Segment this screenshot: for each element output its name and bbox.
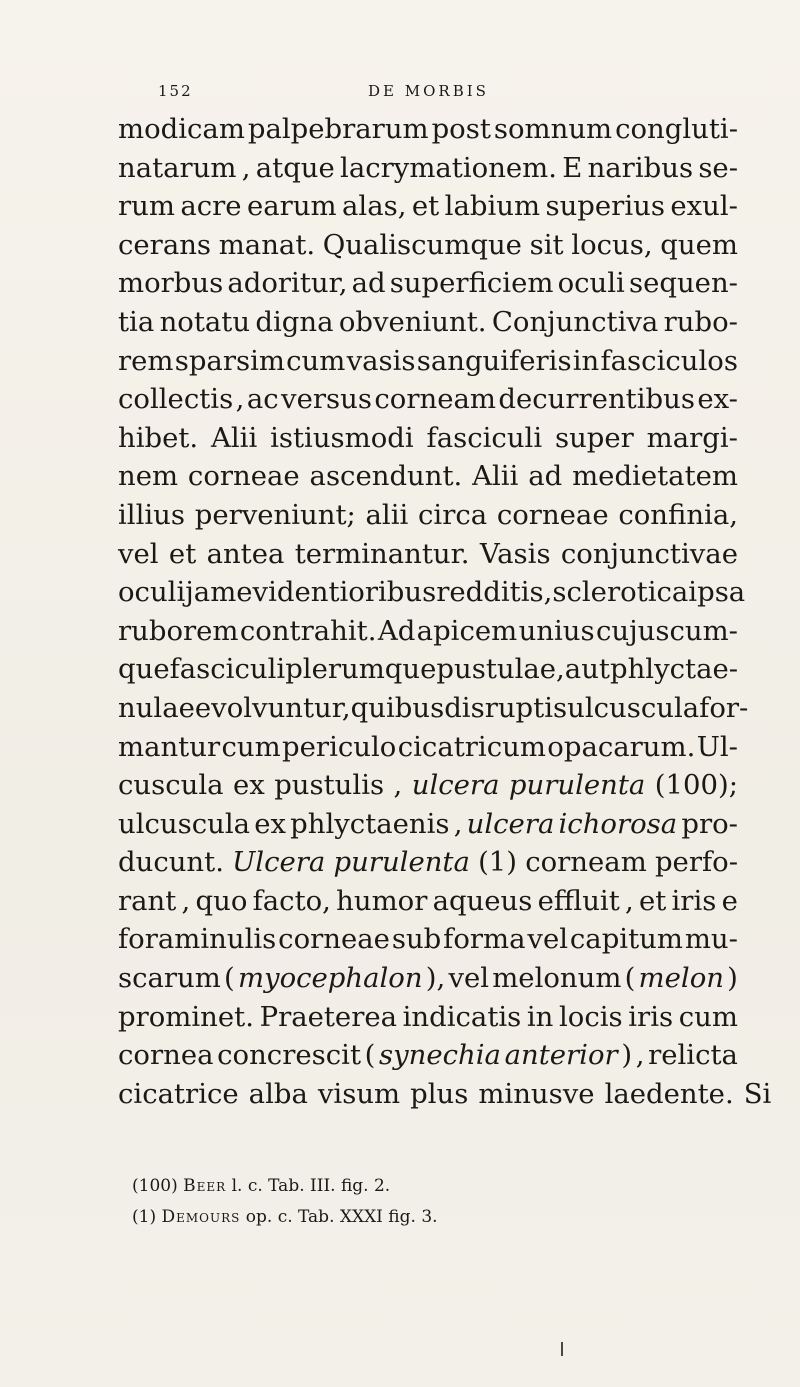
word: phlyctae- [609, 653, 739, 686]
word: ) [621, 1039, 633, 1072]
word: corneae [187, 460, 300, 493]
word: iris [628, 1000, 674, 1033]
text-line [118, 612, 738, 651]
word: pustulis [274, 769, 385, 802]
word: ac [246, 383, 279, 416]
word: margi- [646, 421, 738, 454]
footnote-reference: l. c. Tab. III. fig. 2. [226, 1176, 391, 1196]
word: obveniunt. [338, 305, 487, 338]
word: quo [195, 884, 248, 917]
word: nem [118, 460, 179, 493]
word: earum [247, 190, 337, 223]
word: medietatem [572, 460, 738, 493]
word: alas, [342, 190, 407, 223]
text-line [118, 264, 738, 303]
word: locus, [571, 228, 653, 261]
word: jam [185, 576, 237, 609]
italic-word: myocephalon [237, 962, 423, 995]
word: vel [118, 537, 159, 570]
word: cicatricum [397, 730, 546, 763]
text-line [118, 998, 738, 1037]
word: somnum [493, 113, 613, 145]
italic-word: synechia [379, 1039, 501, 1072]
text-line [118, 419, 738, 458]
text-line [118, 805, 738, 844]
word: vel [527, 923, 569, 956]
word: , [453, 807, 463, 840]
text-line [118, 689, 749, 728]
word: et [168, 537, 197, 570]
footnote-mark: (100) [132, 1176, 184, 1196]
word: Ul- [696, 730, 738, 763]
word: opacarum. [547, 730, 696, 763]
word: phlyctaenis [290, 807, 450, 840]
word: apicem [416, 614, 518, 647]
word: ( [364, 1039, 376, 1072]
italic-word: ulcera [411, 769, 500, 802]
word: alii [365, 498, 409, 531]
word: scarum [118, 962, 221, 995]
word: foraminulis [118, 923, 277, 956]
word: ducunt. [118, 846, 224, 879]
word: sequen- [628, 267, 738, 300]
text-line [118, 187, 738, 226]
word: rem [118, 344, 174, 377]
word: hibet. [118, 421, 199, 454]
footnote-author: Beer [183, 1176, 227, 1196]
word: fasciculos [600, 344, 738, 377]
word: superficiem [389, 267, 554, 300]
word: unius [518, 614, 595, 647]
word: ascendunt. [309, 460, 463, 493]
word: iris [671, 884, 717, 917]
footnote-mark: (1) [132, 1207, 162, 1227]
word: natarum [118, 151, 237, 184]
word: , [235, 383, 245, 416]
word: notatu [159, 305, 251, 338]
word: Alii [211, 421, 258, 454]
word: et [638, 884, 667, 917]
word: , [635, 1039, 645, 1072]
word: atque [255, 151, 335, 184]
text-line [118, 303, 738, 342]
word: quem [660, 228, 738, 261]
word: concrescit [217, 1039, 361, 1072]
word: alba [248, 1077, 308, 1110]
word: e [721, 884, 738, 917]
footnote [132, 1171, 692, 1202]
word: quibus [350, 691, 445, 724]
body-text [118, 110, 772, 1113]
italic-word: ulcera [466, 807, 555, 840]
word: rum [118, 190, 175, 223]
word: (100); [654, 769, 738, 802]
word: indicatis [402, 1000, 522, 1033]
text-line [118, 573, 746, 612]
word: circa [418, 498, 488, 531]
word: ex- [697, 383, 738, 416]
word: sparsim [174, 344, 285, 377]
word: for- [699, 691, 749, 724]
text-line [118, 496, 738, 535]
word: aut [564, 653, 610, 686]
word: cum [221, 730, 281, 763]
word: , [624, 884, 634, 917]
word: ) [727, 962, 738, 995]
word: cicatrice [118, 1077, 239, 1110]
word: fasciculi [426, 421, 543, 454]
word: lacrymationem. [340, 151, 557, 184]
word: vel [448, 962, 490, 995]
word: mu- [684, 923, 738, 956]
word: adoritur, [227, 267, 348, 300]
word: , [181, 884, 191, 917]
word: illius [118, 498, 186, 531]
italic-word: melon [638, 962, 724, 995]
word: tia [118, 305, 155, 338]
text-line [118, 1036, 738, 1075]
footnote-author: Demours [161, 1207, 241, 1227]
word: istiusmodi [270, 421, 414, 454]
word: congluti- [615, 113, 738, 145]
word: Alii [472, 460, 519, 493]
word: Conjunctiva [491, 305, 659, 338]
word: plus [410, 1077, 469, 1110]
word: post [431, 113, 491, 145]
word: , [241, 151, 251, 184]
italic-word: ichorosa [558, 807, 678, 840]
word: conjunctivae [560, 537, 738, 570]
footnotes [132, 1171, 692, 1233]
word: Qualiscumque [322, 228, 522, 261]
text-line [118, 882, 738, 921]
word: ex [232, 769, 265, 802]
word: et [411, 190, 440, 223]
word: antea [206, 537, 285, 570]
word: collectis [118, 383, 234, 416]
word: oculi [118, 576, 186, 609]
word: ad [351, 267, 386, 300]
word: in [572, 344, 600, 377]
word: Si [743, 1077, 772, 1110]
word: forma [443, 923, 526, 956]
word: Praeterea [259, 1000, 398, 1033]
text-line [118, 920, 738, 959]
word: cuscula [118, 769, 224, 802]
italic-word: Ulcera [232, 846, 326, 879]
word: labium [444, 190, 541, 223]
word: evidentioribus [236, 576, 437, 609]
word: exul- [670, 190, 738, 223]
word: se- [698, 151, 738, 184]
running-title: DE MORBIS [368, 82, 489, 100]
word: ulcuscula [118, 807, 251, 840]
text-line [118, 959, 738, 998]
italic-word: anterior [504, 1039, 618, 1072]
word: sanguiferis [416, 344, 572, 377]
word: relicta [648, 1039, 738, 1072]
text-line [118, 650, 738, 689]
word: confinia, [618, 498, 738, 531]
word: plerumque [285, 653, 437, 686]
word: palpebrarum [247, 113, 429, 145]
word: manat. [218, 228, 316, 261]
word: sub [391, 923, 442, 956]
word: aqueus [432, 884, 533, 917]
word: que [118, 653, 170, 686]
word: ex [254, 807, 286, 840]
word: perfo- [654, 846, 738, 879]
word: Ad [377, 614, 416, 647]
italic-word: purulenta [508, 769, 646, 802]
word: , [393, 769, 403, 802]
text-line [118, 766, 738, 805]
word: modicam [118, 113, 245, 145]
word: disruptis [444, 691, 568, 724]
word: cerans [118, 228, 212, 261]
text-line [118, 110, 738, 149]
word: locis [559, 1000, 623, 1033]
footnote [132, 1202, 692, 1233]
word: pro- [681, 807, 738, 840]
word: acre [180, 190, 242, 223]
word: ipsa [688, 576, 746, 609]
word: corneam [525, 846, 647, 879]
word: contrahit. [239, 614, 377, 647]
margin-mark [561, 1342, 563, 1356]
word: oculi [557, 267, 625, 300]
word: cornea [118, 1039, 214, 1072]
word: decurrentibus [498, 383, 695, 416]
word: superius [545, 190, 665, 223]
text-line [118, 149, 738, 188]
word: (1) [478, 846, 518, 879]
word: visum [317, 1077, 401, 1110]
page-number: 152 [158, 82, 193, 100]
word: morbus [118, 267, 224, 300]
word: corneae [496, 498, 609, 531]
word: super [554, 421, 634, 454]
word: in [526, 1000, 554, 1033]
word: laedente. [604, 1077, 734, 1110]
text-line [118, 535, 738, 574]
italic-word: purulenta [333, 846, 470, 879]
word: cum [678, 1000, 738, 1033]
text-line [118, 226, 738, 265]
word: ( [624, 962, 636, 995]
word: humor [336, 884, 428, 917]
word: melonum [492, 962, 622, 995]
word: pustulae, [436, 653, 565, 686]
word: versus [281, 383, 372, 416]
text-line [118, 843, 738, 882]
word: corneae [278, 923, 390, 956]
word: Vasis [479, 537, 551, 570]
word: ( [224, 962, 235, 995]
word: vasis [346, 344, 416, 377]
text-line [118, 457, 738, 496]
text-line [118, 728, 738, 767]
text-line [118, 380, 738, 419]
word: sclerotica [552, 576, 689, 609]
word: ruborem [118, 614, 239, 647]
word: naribus [587, 151, 694, 184]
word: effluit [537, 884, 620, 917]
word: cujuscum- [596, 614, 738, 647]
word: minusve [478, 1077, 595, 1110]
word: ulcuscula [567, 691, 700, 724]
word: rant [118, 884, 177, 917]
word: redditis, [436, 576, 553, 609]
word: prominet. [118, 1000, 254, 1033]
word: digna [255, 305, 334, 338]
word: cum [286, 344, 346, 377]
word: fasciculi [169, 653, 286, 686]
text-line [118, 342, 738, 381]
word: corneam [374, 383, 496, 416]
word: mantur [118, 730, 221, 763]
word: ), [425, 962, 446, 995]
word: capitum [569, 923, 683, 956]
word: perveniunt; [194, 498, 356, 531]
word: E [562, 151, 583, 184]
text-line [118, 1075, 772, 1114]
word: terminantur. [294, 537, 470, 570]
word: rubo- [663, 305, 738, 338]
word: ad [528, 460, 563, 493]
footnote-reference: op. c. Tab. XXXI fig. 3. [240, 1207, 438, 1227]
word: periculo [282, 730, 397, 763]
word: sit [529, 228, 564, 261]
word: nulae [118, 691, 195, 724]
word: evolvuntur, [194, 691, 351, 724]
word: facto, [252, 884, 331, 917]
